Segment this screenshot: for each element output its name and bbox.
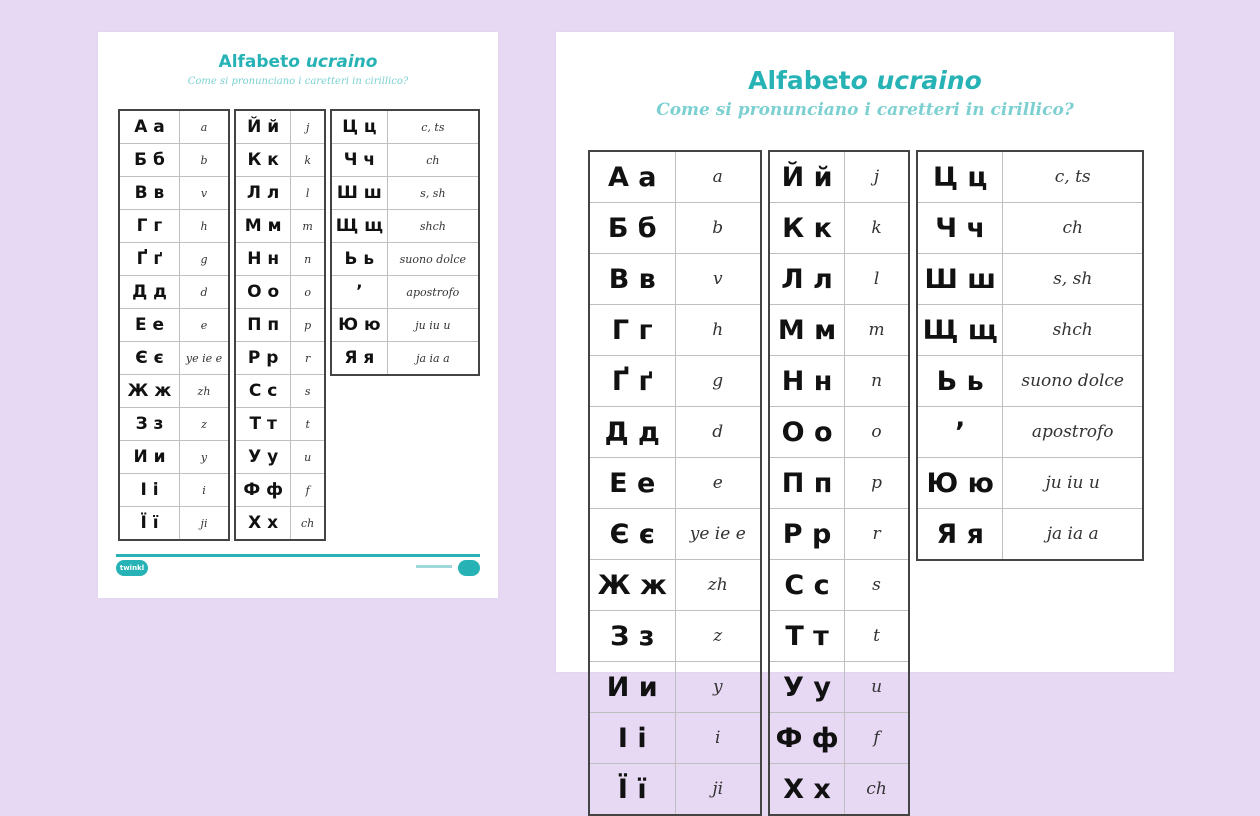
letter-table-column-1 bbox=[588, 150, 762, 816]
table-row bbox=[331, 110, 479, 144]
pronunciation: p bbox=[291, 309, 325, 342]
table-row bbox=[235, 110, 325, 144]
pronunciation: y bbox=[675, 662, 761, 713]
pronunciation: g bbox=[180, 243, 230, 276]
table-row bbox=[235, 342, 325, 375]
table-row bbox=[119, 177, 229, 210]
table-row bbox=[769, 356, 909, 407]
cyrillic-letter: Ж ж bbox=[119, 375, 180, 408]
pronunciation: g bbox=[675, 356, 761, 407]
table-row bbox=[589, 203, 761, 254]
table-row bbox=[235, 441, 325, 474]
cyrillic-letter: Ґ ґ bbox=[589, 356, 675, 407]
table-row bbox=[917, 458, 1143, 509]
cyrillic-letter: З з bbox=[119, 408, 180, 441]
table-row bbox=[917, 203, 1143, 254]
pronunciation: i bbox=[180, 474, 230, 507]
table-row bbox=[119, 309, 229, 342]
table-row bbox=[769, 560, 909, 611]
pronunciation: f bbox=[845, 713, 909, 764]
table-row bbox=[769, 662, 909, 713]
table-row bbox=[589, 611, 761, 662]
table-row bbox=[917, 254, 1143, 305]
table-row bbox=[331, 276, 479, 309]
cyrillic-letter: Х х bbox=[235, 507, 291, 541]
pronunciation: zh bbox=[675, 560, 761, 611]
pronunciation: j bbox=[845, 151, 909, 203]
pronunciation: apostrofo bbox=[1003, 407, 1143, 458]
cyrillic-letter: У у bbox=[769, 662, 845, 713]
table-row bbox=[331, 177, 479, 210]
cyrillic-letter: Н н bbox=[235, 243, 291, 276]
cyrillic-letter: Ч ч bbox=[917, 203, 1003, 254]
pronunciation: o bbox=[291, 276, 325, 309]
table-row bbox=[119, 210, 229, 243]
cyrillic-letter: В в bbox=[119, 177, 180, 210]
letter-table-column-1 bbox=[118, 109, 230, 541]
pronunciation: o bbox=[845, 407, 909, 458]
sheet-subtitle: Come si pronunciano i caretteri in cirillico? bbox=[187, 76, 409, 87]
table-row bbox=[589, 407, 761, 458]
pronunciation: u bbox=[291, 441, 325, 474]
table-row bbox=[119, 441, 229, 474]
cyrillic-letter: Х х bbox=[769, 764, 845, 816]
cyrillic-letter: А а bbox=[119, 110, 180, 144]
pronunciation: m bbox=[291, 210, 325, 243]
cyrillic-letter: Ц ц bbox=[331, 110, 387, 144]
cyrillic-letter: Ї ї bbox=[589, 764, 675, 816]
pronunciation: ju iu u bbox=[1003, 458, 1143, 509]
cyrillic-letter: П п bbox=[769, 458, 845, 509]
pronunciation: y bbox=[180, 441, 230, 474]
cyrillic-letter: Б б bbox=[119, 144, 180, 177]
pronunciation: h bbox=[180, 210, 230, 243]
pronunciation: d bbox=[675, 407, 761, 458]
pronunciation: z bbox=[180, 408, 230, 441]
cyrillic-letter: З з bbox=[589, 611, 675, 662]
alphabet-sheet-thumbnail[interactable] bbox=[98, 32, 498, 598]
cyrillic-letter: Р р bbox=[769, 509, 845, 560]
pronunciation: n bbox=[291, 243, 325, 276]
table-row bbox=[119, 144, 229, 177]
table-row bbox=[917, 509, 1143, 561]
cyrillic-letter: Л л bbox=[235, 177, 291, 210]
cyrillic-letter: О о bbox=[769, 407, 845, 458]
table-row bbox=[235, 177, 325, 210]
table-row bbox=[769, 509, 909, 560]
pronunciation: b bbox=[180, 144, 230, 177]
table-row bbox=[769, 458, 909, 509]
twinkl-logo: twinkl bbox=[116, 560, 148, 576]
table-row bbox=[589, 458, 761, 509]
pronunciation: m bbox=[845, 305, 909, 356]
pronunciation: ch bbox=[387, 144, 479, 177]
pronunciation: c, ts bbox=[387, 110, 479, 144]
table-row bbox=[769, 611, 909, 662]
pronunciation: k bbox=[291, 144, 325, 177]
table-row bbox=[235, 144, 325, 177]
cyrillic-letter: Л л bbox=[769, 254, 845, 305]
pronunciation: shch bbox=[1003, 305, 1143, 356]
cyrillic-letter: И и bbox=[589, 662, 675, 713]
pronunciation: ji bbox=[180, 507, 230, 541]
pronunciation: t bbox=[845, 611, 909, 662]
cyrillic-letter: Ї ї bbox=[119, 507, 180, 541]
cyrillic-letter: Г г bbox=[119, 210, 180, 243]
cyrillic-letter: Ш ш bbox=[917, 254, 1003, 305]
cyrillic-letter: ’ bbox=[917, 407, 1003, 458]
table-row bbox=[235, 474, 325, 507]
cyrillic-letter: Й й bbox=[235, 110, 291, 144]
cyrillic-letter: М м bbox=[769, 305, 845, 356]
table-row bbox=[235, 408, 325, 441]
table-row bbox=[769, 203, 909, 254]
table-row bbox=[589, 305, 761, 356]
cyrillic-letter: Ж ж bbox=[589, 560, 675, 611]
pronunciation: a bbox=[675, 151, 761, 203]
table-row bbox=[331, 342, 479, 376]
cyrillic-letter: Ю ю bbox=[917, 458, 1003, 509]
pronunciation: l bbox=[845, 254, 909, 305]
pronunciation: shch bbox=[387, 210, 479, 243]
table-row bbox=[119, 507, 229, 541]
table-row bbox=[119, 474, 229, 507]
pronunciation: zh bbox=[180, 375, 230, 408]
pronunciation: f bbox=[291, 474, 325, 507]
table-row bbox=[119, 276, 229, 309]
table-row bbox=[769, 254, 909, 305]
table-row bbox=[917, 305, 1143, 356]
pronunciation: a bbox=[180, 110, 230, 144]
table-row bbox=[119, 375, 229, 408]
cyrillic-letter: Є є bbox=[119, 342, 180, 375]
cyrillic-letter: Б б bbox=[589, 203, 675, 254]
cyrillic-letter: В в bbox=[589, 254, 675, 305]
pronunciation: suono dolce bbox=[1003, 356, 1143, 407]
cyrillic-letter: Н н bbox=[769, 356, 845, 407]
cyrillic-letter: О о bbox=[235, 276, 291, 309]
cyrillic-letter: У у bbox=[235, 441, 291, 474]
table-row bbox=[331, 243, 479, 276]
pronunciation: u bbox=[845, 662, 909, 713]
pronunciation: p bbox=[845, 458, 909, 509]
cyrillic-letter: С с bbox=[235, 375, 291, 408]
table-row bbox=[331, 144, 479, 177]
letter-table-column-2 bbox=[768, 150, 910, 816]
cyrillic-letter: К к bbox=[769, 203, 845, 254]
pronunciation: ch bbox=[291, 507, 325, 541]
pronunciation: ja ia a bbox=[1003, 509, 1143, 561]
table-row bbox=[331, 210, 479, 243]
pronunciation: d bbox=[180, 276, 230, 309]
table-row bbox=[119, 243, 229, 276]
letter-table-column-3 bbox=[916, 150, 1144, 561]
cyrillic-letter: Ь ь bbox=[331, 243, 387, 276]
cyrillic-letter: И и bbox=[119, 441, 180, 474]
cyrillic-letter: ’ bbox=[331, 276, 387, 309]
table-row bbox=[235, 375, 325, 408]
pronunciation: h bbox=[675, 305, 761, 356]
pronunciation: i bbox=[675, 713, 761, 764]
cyrillic-letter: К к bbox=[235, 144, 291, 177]
table-row bbox=[119, 110, 229, 144]
cyrillic-letter: Ю ю bbox=[331, 309, 387, 342]
cyrillic-letter: П п bbox=[235, 309, 291, 342]
pronunciation: suono dolce bbox=[387, 243, 479, 276]
pronunciation: b bbox=[675, 203, 761, 254]
cyrillic-letter: Ь ь bbox=[917, 356, 1003, 407]
cyrillic-letter: А а bbox=[589, 151, 675, 203]
letter-table-column-2 bbox=[234, 109, 326, 541]
sheet-subtitle: Come si pronunciano i caretteri in cirillico? bbox=[656, 100, 1074, 120]
cyrillic-letter: Я я bbox=[331, 342, 387, 376]
cyrillic-letter: Ф ф bbox=[769, 713, 845, 764]
table-row bbox=[119, 342, 229, 375]
table-row bbox=[235, 309, 325, 342]
cyrillic-letter: Д д bbox=[589, 407, 675, 458]
pronunciation: s, sh bbox=[1003, 254, 1143, 305]
pronunciation: r bbox=[845, 509, 909, 560]
cyrillic-letter: Т т bbox=[769, 611, 845, 662]
cyrillic-letter: Ц ц bbox=[917, 151, 1003, 203]
table-row bbox=[119, 408, 229, 441]
table-row bbox=[235, 243, 325, 276]
table-row bbox=[235, 276, 325, 309]
cyrillic-letter: Р р bbox=[235, 342, 291, 375]
table-row bbox=[917, 151, 1143, 203]
cyrillic-letter: Ґ ґ bbox=[119, 243, 180, 276]
pronunciation: ch bbox=[845, 764, 909, 816]
pronunciation: t bbox=[291, 408, 325, 441]
pronunciation: e bbox=[675, 458, 761, 509]
table-row bbox=[331, 309, 479, 342]
cyrillic-letter: Е е bbox=[119, 309, 180, 342]
pronunciation: s, sh bbox=[387, 177, 479, 210]
table-row bbox=[235, 507, 325, 541]
table-row bbox=[917, 407, 1143, 458]
pronunciation: r bbox=[291, 342, 325, 375]
table-row bbox=[589, 764, 761, 816]
cyrillic-letter: Т т bbox=[235, 408, 291, 441]
cyrillic-letter: Д д bbox=[119, 276, 180, 309]
pronunciation: ju iu u bbox=[387, 309, 479, 342]
table-row bbox=[235, 210, 325, 243]
table-row bbox=[589, 509, 761, 560]
cyrillic-letter: І і bbox=[119, 474, 180, 507]
pronunciation: apostrofo bbox=[387, 276, 479, 309]
table-row bbox=[769, 151, 909, 203]
pronunciation: ji bbox=[675, 764, 761, 816]
table-row bbox=[769, 713, 909, 764]
pronunciation: s bbox=[845, 560, 909, 611]
table-row bbox=[589, 356, 761, 407]
alphabet-sheet-zoomed[interactable] bbox=[556, 32, 1174, 805]
cyrillic-letter: Ф ф bbox=[235, 474, 291, 507]
pronunciation: v bbox=[180, 177, 230, 210]
cyrillic-letter: Щ щ bbox=[331, 210, 387, 243]
cyrillic-letter: Щ щ bbox=[917, 305, 1003, 356]
sheet-title: Alfabeto ucraino bbox=[748, 66, 982, 95]
pronunciation: ch bbox=[1003, 203, 1143, 254]
pronunciation: ye ie e bbox=[675, 509, 761, 560]
pronunciation: n bbox=[845, 356, 909, 407]
pronunciation: l bbox=[291, 177, 325, 210]
cyrillic-letter: І і bbox=[589, 713, 675, 764]
twinkl-badge-icon bbox=[458, 560, 480, 576]
cyrillic-letter: Е е bbox=[589, 458, 675, 509]
cyrillic-letter: М м bbox=[235, 210, 291, 243]
cyrillic-letter: Я я bbox=[917, 509, 1003, 561]
pronunciation: e bbox=[180, 309, 230, 342]
cyrillic-letter: Й й bbox=[769, 151, 845, 203]
pronunciation: z bbox=[675, 611, 761, 662]
pronunciation: v bbox=[675, 254, 761, 305]
table-row bbox=[589, 151, 761, 203]
table-row bbox=[769, 305, 909, 356]
cyrillic-letter: Ч ч bbox=[331, 144, 387, 177]
footer-url-text bbox=[416, 565, 452, 568]
cyrillic-letter: С с bbox=[769, 560, 845, 611]
pronunciation: ye ie e bbox=[180, 342, 230, 375]
table-row bbox=[589, 662, 761, 713]
table-row bbox=[917, 356, 1143, 407]
pronunciation: ja ia a bbox=[387, 342, 479, 376]
table-row bbox=[589, 713, 761, 764]
sheet-title: Alfabeto ucraino bbox=[218, 52, 378, 72]
table-row bbox=[769, 764, 909, 816]
cyrillic-letter: Г г bbox=[589, 305, 675, 356]
table-row bbox=[589, 560, 761, 611]
footer-divider bbox=[116, 554, 480, 557]
pronunciation: j bbox=[291, 110, 325, 144]
pronunciation: s bbox=[291, 375, 325, 408]
pronunciation: k bbox=[845, 203, 909, 254]
letter-table-column-3 bbox=[330, 109, 480, 376]
table-row bbox=[589, 254, 761, 305]
cyrillic-letter: Ш ш bbox=[331, 177, 387, 210]
table-row bbox=[769, 407, 909, 458]
cyrillic-letter: Є є bbox=[589, 509, 675, 560]
pronunciation: c, ts bbox=[1003, 151, 1143, 203]
